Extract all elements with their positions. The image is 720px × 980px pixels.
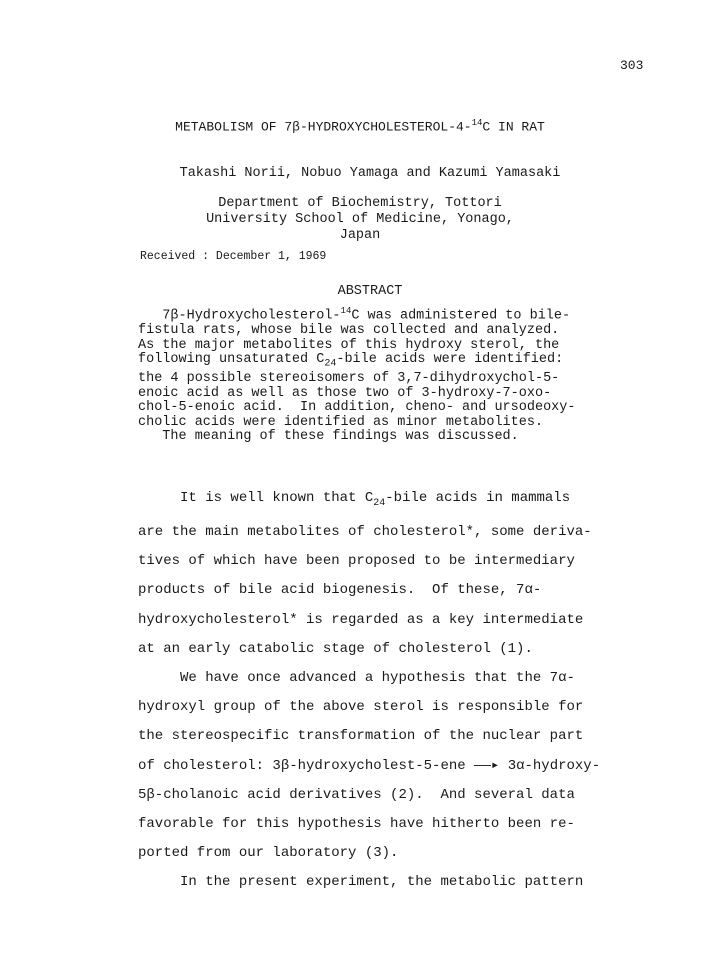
body-line: products of bile acid biogenesis. Of these, 7α- bbox=[138, 582, 542, 599]
body-line: hydroxycholesterol* is regarded as a key intermediate bbox=[138, 611, 584, 628]
abstract-subscript: 24 bbox=[324, 358, 337, 370]
abstract-superscript: 14 bbox=[340, 306, 352, 316]
affiliation-line: Department of Biochemistry, Tottori bbox=[218, 196, 502, 211]
title-superscript: 14 bbox=[471, 118, 483, 128]
body-line: hydroxyl group of the above sterol is responsible for bbox=[138, 699, 584, 716]
body-line: of cholesterol: 3β-hydroxycholest-5-ene ——▸ 3α-hydroxy- bbox=[138, 757, 601, 774]
received-date: Received : December 1, 1969 bbox=[140, 250, 327, 263]
body-text bbox=[138, 484, 600, 898]
abstract-line bbox=[138, 304, 575, 324]
page-number: 303 bbox=[620, 58, 644, 73]
abstract-line-1b: C was administered to bile- bbox=[351, 308, 571, 324]
body-line: at an early catabolic stage of cholesterol (1). bbox=[138, 640, 533, 657]
body-line: 5β-cholanoic acid derivatives (2). And several data bbox=[138, 786, 575, 803]
abstract-line: As the major metabolites of this hydroxy sterol, the bbox=[138, 337, 560, 353]
title-text-2: C IN RAT bbox=[482, 119, 545, 135]
body-line: In the present experiment, the metabolic pattern bbox=[138, 874, 584, 891]
abstract-line: chol-5-enoic acid. In addition, cheno- and ursodeoxy- bbox=[138, 400, 576, 416]
body-line: tives of which have been proposed to be intermediary bbox=[138, 553, 575, 570]
abstract-line: The meaning of these findings was discussed. bbox=[138, 429, 519, 445]
abstract-heading: ABSTRACT bbox=[337, 284, 403, 299]
abstract-line bbox=[138, 353, 575, 372]
body-line: favorable for this hypothesis have hitherto been re- bbox=[138, 816, 575, 833]
abstract-text bbox=[138, 304, 575, 445]
affiliation bbox=[0, 196, 720, 244]
body-line: We have once advanced a hypothesis that the 7α- bbox=[138, 670, 575, 687]
abstract-line-1a: 7β-Hydroxycholesterol- bbox=[138, 308, 341, 324]
abstract-line: fistula rats, whose bile was collected and analyzed. bbox=[138, 323, 560, 338]
body-line-1a: It is well known that C bbox=[138, 490, 374, 506]
body-line bbox=[138, 484, 600, 518]
paper-title bbox=[0, 118, 720, 134]
abstract-line: cholic acids were identified as minor metabolites. bbox=[138, 414, 544, 430]
body-line: are the main metabolites of cholesterol*, some deriva- bbox=[138, 524, 592, 540]
abstract-line-4b: -bile acids were identified: bbox=[336, 352, 564, 367]
body-subscript: 24 bbox=[373, 497, 386, 509]
authors: Takashi Norii, Nobuo Yamaga and Kazumi Yamasaki bbox=[179, 166, 561, 181]
abstract-line: enoic acid as well as those two of 3-hydroxy-7-oxo- bbox=[138, 385, 552, 401]
abstract-line-4a: following unsaturated C bbox=[138, 352, 325, 367]
body-line-1b: -bile acids in mammals bbox=[385, 490, 571, 506]
body-line: ported from our laboratory (3). bbox=[138, 845, 399, 862]
title-text-1: METABOLISM OF 7β-HYDROXYCHOLESTEROL-4- bbox=[175, 119, 472, 135]
affiliation-line: Japan bbox=[339, 228, 381, 243]
affiliation-line: University School of Medicine, Yonago, bbox=[206, 212, 514, 227]
abstract-line: the 4 possible stereoisomers of 3,7-dihydroxychol-5- bbox=[138, 371, 560, 387]
body-line: the stereospecific transformation of the nuclear part bbox=[138, 728, 584, 745]
